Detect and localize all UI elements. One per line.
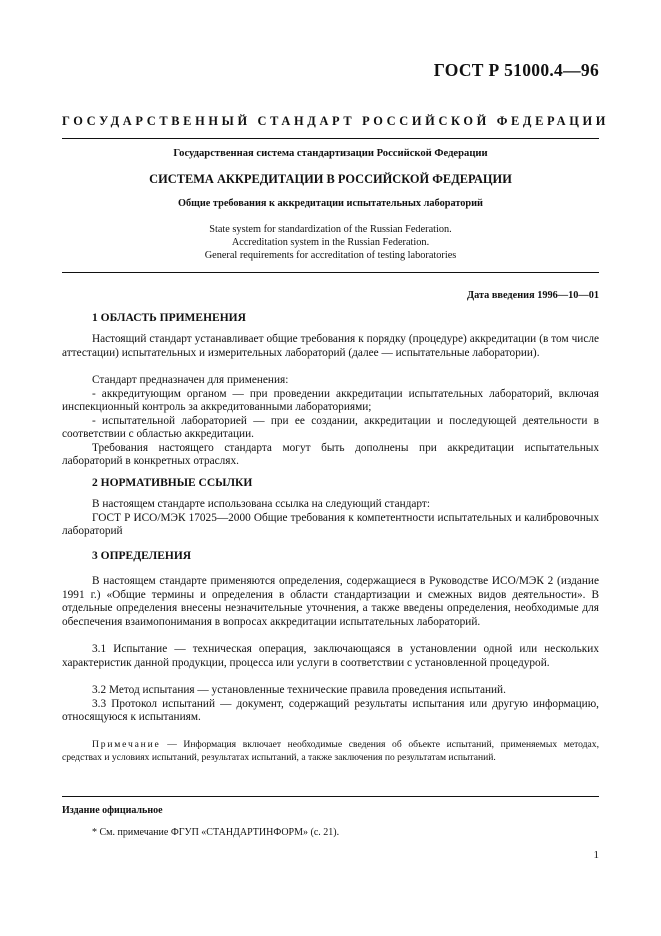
english-title-line: General requirements for accreditation of testing laboratories [204,250,457,261]
section-heading-scope: 1 ОБЛАСТЬ ПРИМЕНЕНИЯ [92,312,246,324]
note [62,739,599,764]
official-edition-label: Издание официальное [62,805,163,816]
paragraph: - аккредитующим органом — при проведении аккредитации испытательных лабораторий, включая инспекционный контроль за аккредитованными лабораториями; [62,387,599,414]
gost-number: ГОСТ Р 51000.4—96 [433,60,599,80]
subtitle: Общие требования к аккредитации испытательных лабораторий [177,198,483,209]
introduction-date: Дата введения 1996—10—01 [467,290,599,301]
divider-top [62,138,599,139]
section-heading-definitions: 3 ОПРЕДЕЛЕНИЯ [92,550,192,562]
paragraph: Настоящий стандарт устанавливает общие требования к порядку (процедуре) аккредитации (в том числе аттестации) испытательных и измерительных лабораторий (далее — испытательные лаборатории). [62,333,599,359]
paragraph: Требования настоящего стандарта могут быть дополнены при аккредитации испытательных лабораторий в конкретных отраслях. [62,441,599,468]
paragraph: - испытательной лабораторией — при ее создании, аккредитации и последующей деятельности в соответствии с областью аккредитации. [62,414,599,441]
paragraph: 3.2 Метод испытания — установленные технические правила проведения испытаний. [92,684,506,696]
paragraph: Стандарт предназначен для применения: [92,374,289,386]
paragraph: ГОСТ Р ИСО/МЭК 17025—2000 Общие требования к компетентности испытательных и калибровочных лабораторий [62,511,599,538]
paragraph: 3.1 Испытание — техническая операция, заключающаяся в установлении одной или нескольких характеристик данной продукции, процесса или услуги в соответствии с установленной процедурой. [62,643,599,669]
english-title [62,223,599,262]
divider-bottom [62,796,599,797]
footnote: * См. примечание ФГУП «СТАНДАРТИНФОРМ» (с. 21). [92,827,340,838]
paragraph: В настоящем стандарте применяются определения, содержащиеся в Руководстве ИСО/МЭК 2 (издание 1991 г.) «Общие термины и определения в области стандартизации и смежных видов деятельности». В отдельные определения внесены незначительные уточнения, а также введены определения, необходимые для обеспечения взаимопонимания в вопросах аккредитации испытательных лабораторий. [62,575,599,628]
main-title: СИСТЕМА АККРЕДИТАЦИИ В РОССИЙСКОЙ ФЕДЕРАЦИИ [149,172,512,186]
note-label: Примечание [92,739,161,750]
page-number: 1 [593,849,599,861]
section-heading-references: 2 НОРМАТИВНЫЕ ССЫЛКИ [92,477,253,489]
system-title: Государственная система стандартизации Российской Федерации [173,148,488,159]
paragraph: В настоящем стандарте использована ссылка на следующий стандарт: [92,498,430,510]
english-title-line: Accreditation system in the Russian Federation. [231,237,430,248]
state-standard-title: ГОСУДАРСТВЕННЫЙ СТАНДАРТ РОССИЙСКОЙ ФЕДЕРАЦИИ [62,114,610,128]
english-title-line: State system for standardization of the Russian Federation. [209,224,452,235]
paragraph: 3.3 Протокол испытаний — документ, содержащий результаты испытания или другую информацию, относящуюся к испытаниям. [62,697,599,724]
note-text: — Информация включает необходимые сведения об объекте испытаний, применяемых методах, средствах и условиях испытаний, результатах испытаний, а также заключения по результатам испытаний. [62,739,599,763]
divider-middle [62,272,599,273]
